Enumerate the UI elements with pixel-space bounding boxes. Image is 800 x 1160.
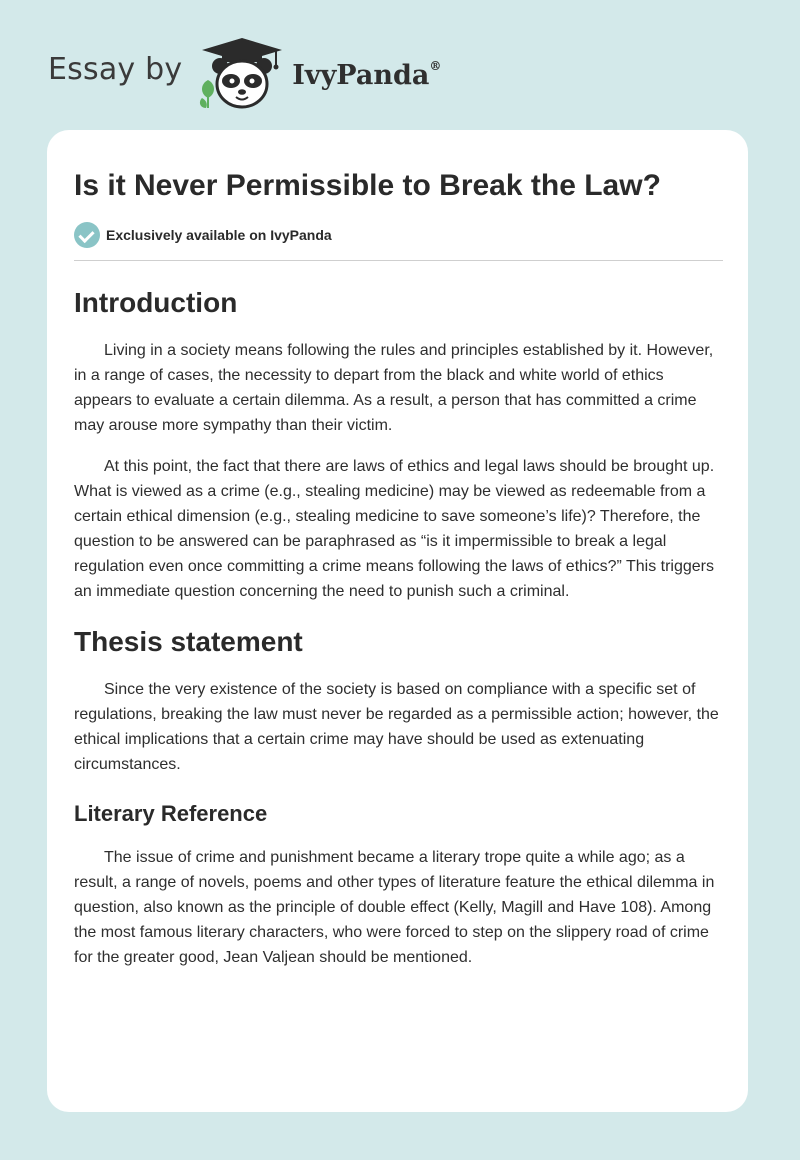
title-divider: [74, 260, 723, 261]
section-heading-introduction: Introduction: [74, 287, 238, 318]
thesis-paragraph-1: Since the very existence of the society is based on compliance with a specific set of regulations, breaking the law must never be regarded as a permissible action; however, the ethical implications that a certain crime may have should be used as extenuating circumstances.: [74, 681, 719, 773]
section-heading-literary-reference: Literary Reference: [74, 801, 268, 826]
registered-mark: ®: [429, 58, 442, 73]
essay-title: Is it Never Permissible to Break the Law?: [74, 169, 661, 202]
check-circle-icon: [74, 222, 100, 248]
exclusive-badge-label: Exclusively available on IvyPanda: [106, 227, 332, 243]
essay-card: [47, 130, 748, 1112]
exclusive-badge: [74, 222, 723, 248]
introduction-paragraph-1: Living in a society means following the rules and principles established by it. However, in a range of cases, the necessity to depart from the black and white world of ethics appears to evaluate a certain dilemma. As a result, a person that has committed a crime may arouse more sympathy than their victim.: [74, 342, 714, 434]
essay-content: [74, 166, 723, 970]
site-header: [48, 36, 441, 110]
brand-name: IvyPanda®: [292, 58, 442, 91]
introduction-paragraph-2: At this point, the fact that there are laws of ethics and legal laws should be brought up. What is viewed as a crime (e.g., stealing medicine) may be viewed as redeemable from a certain ethical dimension (e.g., stealing medicine to save someone’s life)? Therefore, the question to be answered can be paraphrased as “is it impermissible to break a legal regulation even once committing a crime means following the laws of ethics?” This triggers an immediate question concerning the need to punish such a criminal.: [74, 458, 715, 600]
literary-reference-paragraph-1: The issue of crime and punishment became a literary trope quite a while ago; as a result, a range of novels, poems and other types of literature feature the ethical dilemma in question, also known as the principle of double effect (Kelly, Magill and Have 108). Among the most famous literary characters, who were forced to step on the slippery road of crime for the greater good, Jean Valjean should be mentioned.: [74, 849, 715, 966]
essay-by-label: Essay by: [48, 51, 183, 87]
section-heading-thesis: Thesis statement: [74, 626, 303, 657]
panda-graduate-icon: [196, 36, 288, 110]
